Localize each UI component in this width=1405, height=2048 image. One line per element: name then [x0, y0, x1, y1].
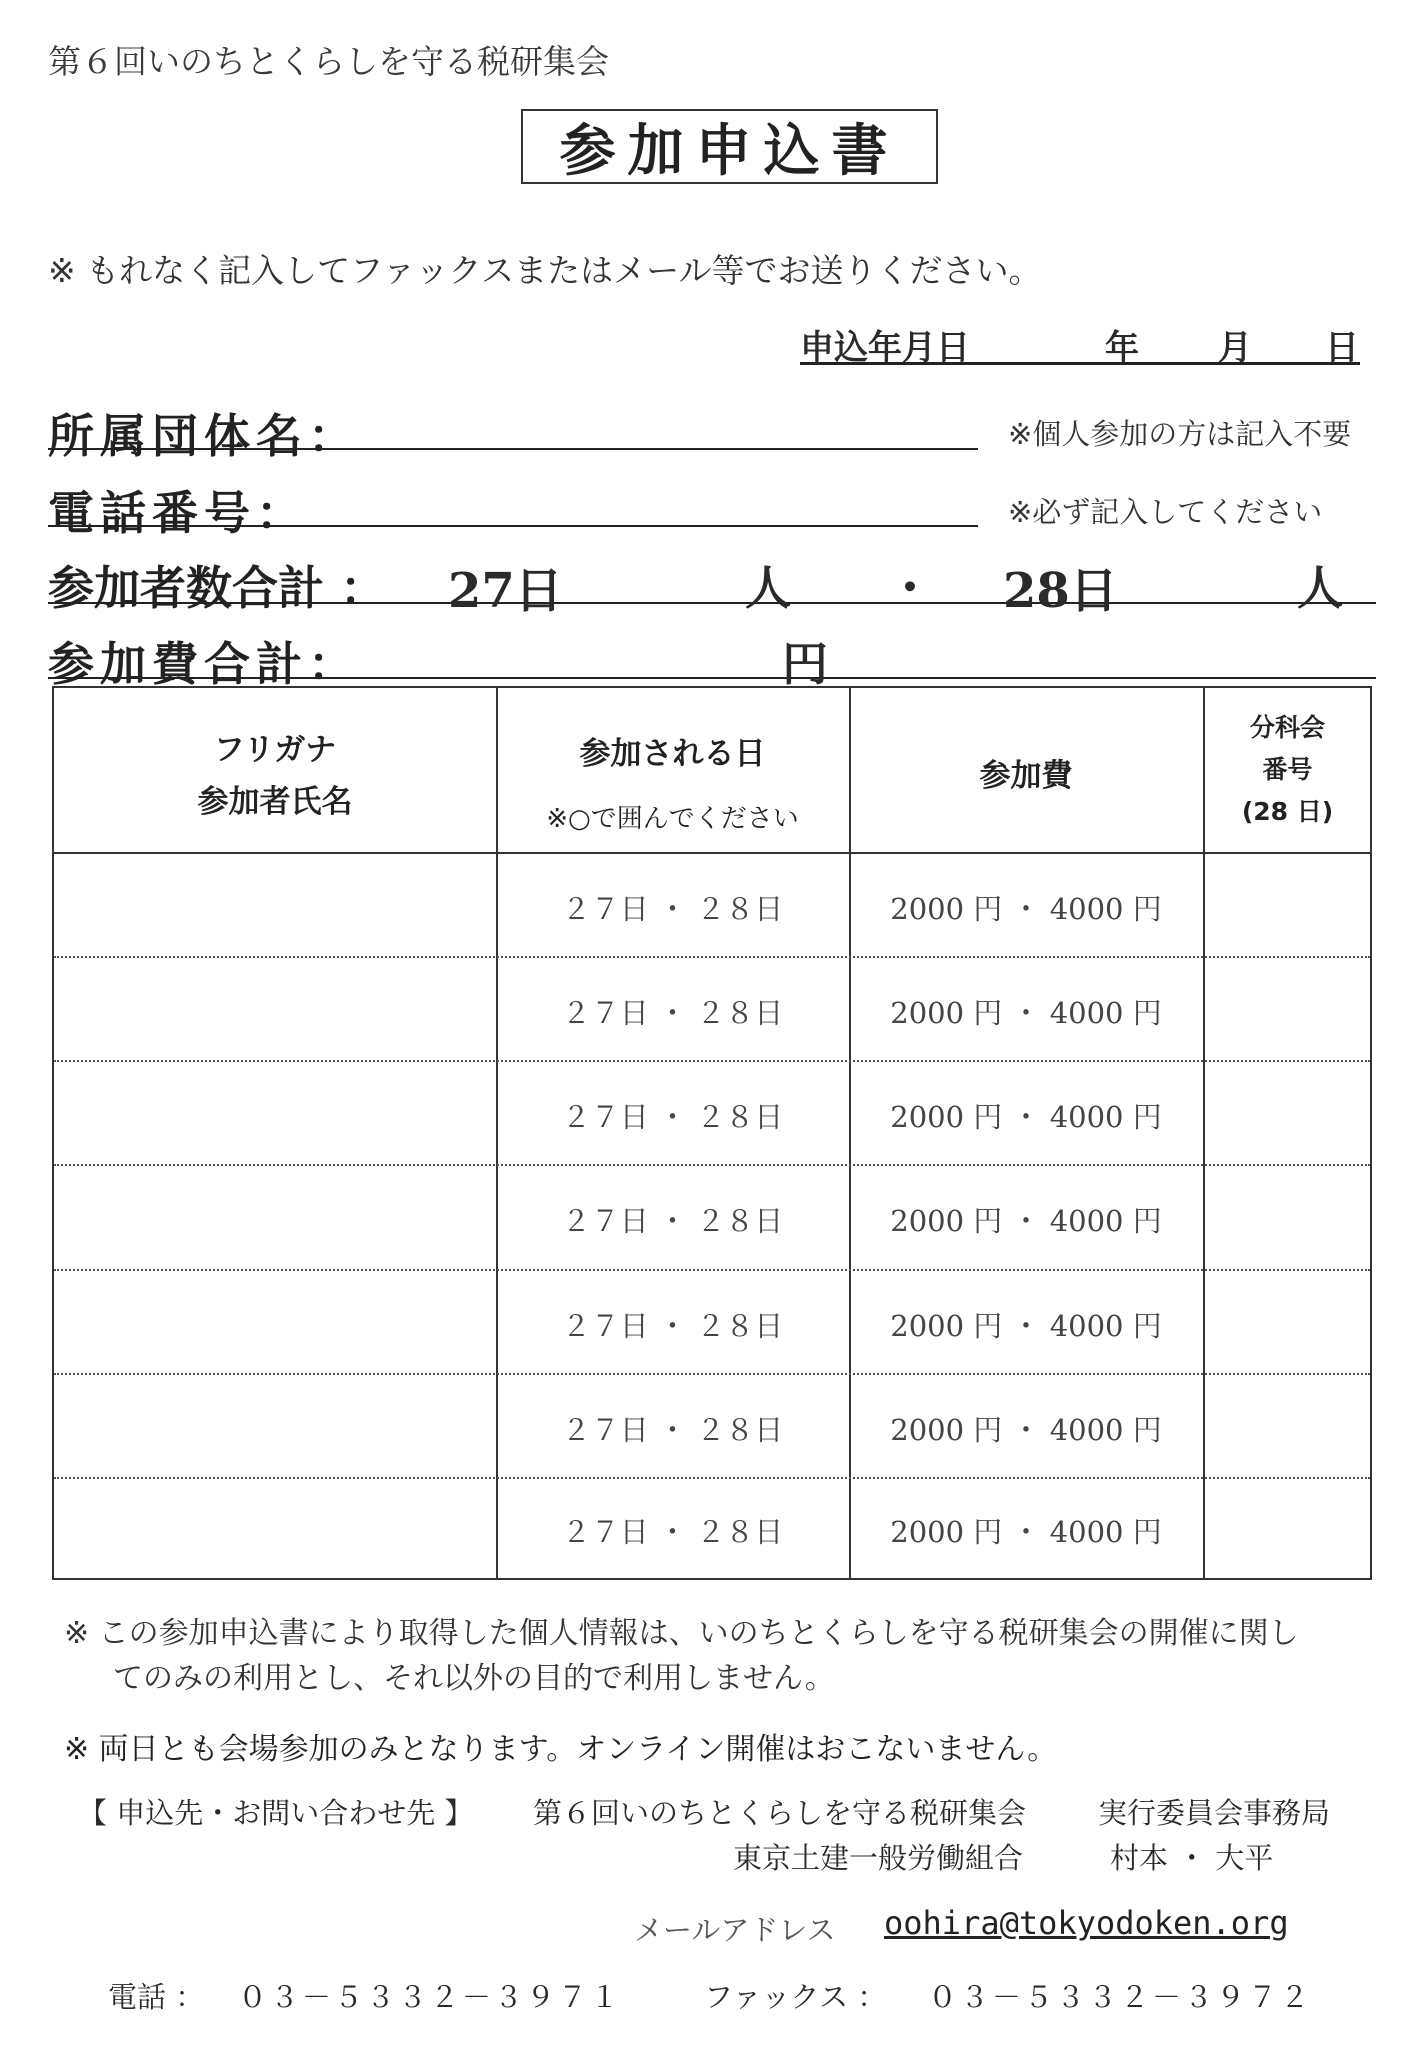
- attendance-day-cell[interactable]: ２７日 ・ ２８日: [561, 1204, 784, 1238]
- participants-person-unit-28: 人: [1297, 561, 1343, 615]
- header-fee: 参加費: [979, 758, 1073, 794]
- phone-field[interactable]: [48, 525, 978, 527]
- organization-field[interactable]: [48, 448, 978, 450]
- mail-label: メールアドレス: [634, 1913, 836, 1947]
- header-attendance-day: 参加される日: [579, 736, 766, 772]
- participants-day27: 27日: [448, 563, 563, 619]
- footer-phone-number: ０３－５３３２－３９７１: [238, 1980, 623, 2014]
- onsite-only-note: ※ 両日とも会場参加のみとなります。オンライン開催はおこないません。: [64, 1732, 1058, 1767]
- date-day-label: 日: [1325, 328, 1359, 368]
- attendance-day-cell[interactable]: ２７日 ・ ２８日: [561, 1413, 784, 1447]
- date-month-label: 月: [1218, 328, 1252, 368]
- participant-name-cell[interactable]: [54, 958, 496, 1058]
- phone-label: 電話番号：: [48, 486, 308, 540]
- participants-label: 参加者数合計 ：: [48, 561, 387, 615]
- session-number-cell[interactable]: [1203, 1062, 1372, 1162]
- date-label: 申込年月日: [800, 328, 970, 368]
- organization-label: 所属団体名：: [48, 409, 360, 463]
- fee-cell[interactable]: 2000 円 ・ 4000 円: [890, 996, 1162, 1030]
- attendance-day-cell[interactable]: ２７日 ・ ２８日: [561, 1309, 784, 1343]
- fee-cell[interactable]: 2000 円 ・ 4000 円: [890, 1515, 1162, 1549]
- participants-person-unit-27: 人: [745, 561, 791, 615]
- contact-union: 東京土建一般労働組合: [733, 1841, 1024, 1875]
- session-number-cell[interactable]: [1203, 1271, 1372, 1371]
- session-number-cell[interactable]: [1203, 1479, 1372, 1579]
- attendance-day-cell[interactable]: ２７日 ・ ２８日: [561, 1515, 784, 1549]
- form-title: 参加申込書: [559, 117, 900, 184]
- instruction-text: ※ もれなく記入してファックスまたはメール等でお送りください。: [48, 251, 1042, 290]
- fee-total-label: 参加費合計：: [48, 637, 360, 691]
- header-session-line1: 分科会: [1249, 713, 1325, 742]
- privacy-note-line1: ※ この参加申込書により取得した個人情報は、いのちとくらしを守る税研集会の開催に関し: [64, 1616, 1299, 1651]
- contact-office: 実行委員会事務局: [1098, 1796, 1331, 1830]
- fee-cell[interactable]: 2000 円 ・ 4000 円: [890, 1204, 1162, 1238]
- header-attendance-note: ※○で囲んでください: [546, 804, 799, 834]
- contact-organization: 第６回いのちとくらしを守る税研集会: [533, 1796, 1027, 1830]
- session-number-cell[interactable]: [1203, 1375, 1372, 1475]
- header-session-line3: (28 日): [1241, 797, 1334, 826]
- mail-address-link[interactable]: oohira@tokyodoken.org: [884, 1904, 1289, 1942]
- participant-name-cell[interactable]: [54, 1375, 496, 1475]
- session-number-cell[interactable]: [1203, 958, 1372, 1058]
- header-session-line2: 番号: [1262, 755, 1313, 784]
- participants-separator: ・: [887, 561, 933, 615]
- fee-total-field[interactable]: [48, 677, 1376, 679]
- participants-field[interactable]: [48, 602, 1376, 604]
- session-number-cell[interactable]: [1203, 854, 1372, 954]
- attendance-day-cell[interactable]: ２７日 ・ ２８日: [561, 892, 784, 926]
- session-number-cell[interactable]: [1203, 1166, 1372, 1266]
- date-year-label: 年: [1105, 328, 1139, 368]
- attendance-day-cell[interactable]: ２７日 ・ ２８日: [561, 1100, 784, 1134]
- event-title: 第６回いのちとくらしを守る税研集会: [48, 42, 609, 81]
- form-title-box: [521, 109, 938, 184]
- participants-day28: 28日: [1003, 563, 1118, 619]
- header-participant-name: 参加者氏名: [197, 784, 353, 820]
- participant-name-cell[interactable]: [54, 1062, 496, 1162]
- participant-name-cell[interactable]: [54, 854, 496, 954]
- privacy-note-line2: てのみの利用とし、それ以外の目的で利用しません。: [113, 1661, 835, 1696]
- fee-cell[interactable]: 2000 円 ・ 4000 円: [890, 1309, 1162, 1343]
- participant-table: [52, 686, 1372, 1580]
- header-furigana: フリガナ: [213, 732, 337, 768]
- organization-note: ※個人参加の方は記入不要: [1008, 417, 1352, 451]
- footer-fax-label: ファックス ：: [704, 1980, 887, 2014]
- fee-cell[interactable]: 2000 円 ・ 4000 円: [890, 892, 1162, 926]
- contact-label: 【 申込先・お問い合わせ先 】: [78, 1796, 474, 1830]
- attendance-day-cell[interactable]: ２７日 ・ ２８日: [561, 996, 784, 1030]
- fee-total-yen: 円: [782, 637, 828, 691]
- participant-name-cell[interactable]: [54, 1479, 496, 1579]
- footer-phone-label: 電話 ：: [108, 1980, 205, 2014]
- footer-fax-number: ０３－５３３２－３９７２: [928, 1980, 1313, 2014]
- fee-cell[interactable]: 2000 円 ・ 4000 円: [890, 1413, 1162, 1447]
- fee-cell[interactable]: 2000 円 ・ 4000 円: [890, 1100, 1162, 1134]
- contact-people: 村本 ・ 大平: [1110, 1841, 1274, 1875]
- participant-name-cell[interactable]: [54, 1271, 496, 1371]
- participant-name-cell[interactable]: [54, 1166, 496, 1266]
- phone-note: ※必ず記入してください: [1008, 495, 1323, 529]
